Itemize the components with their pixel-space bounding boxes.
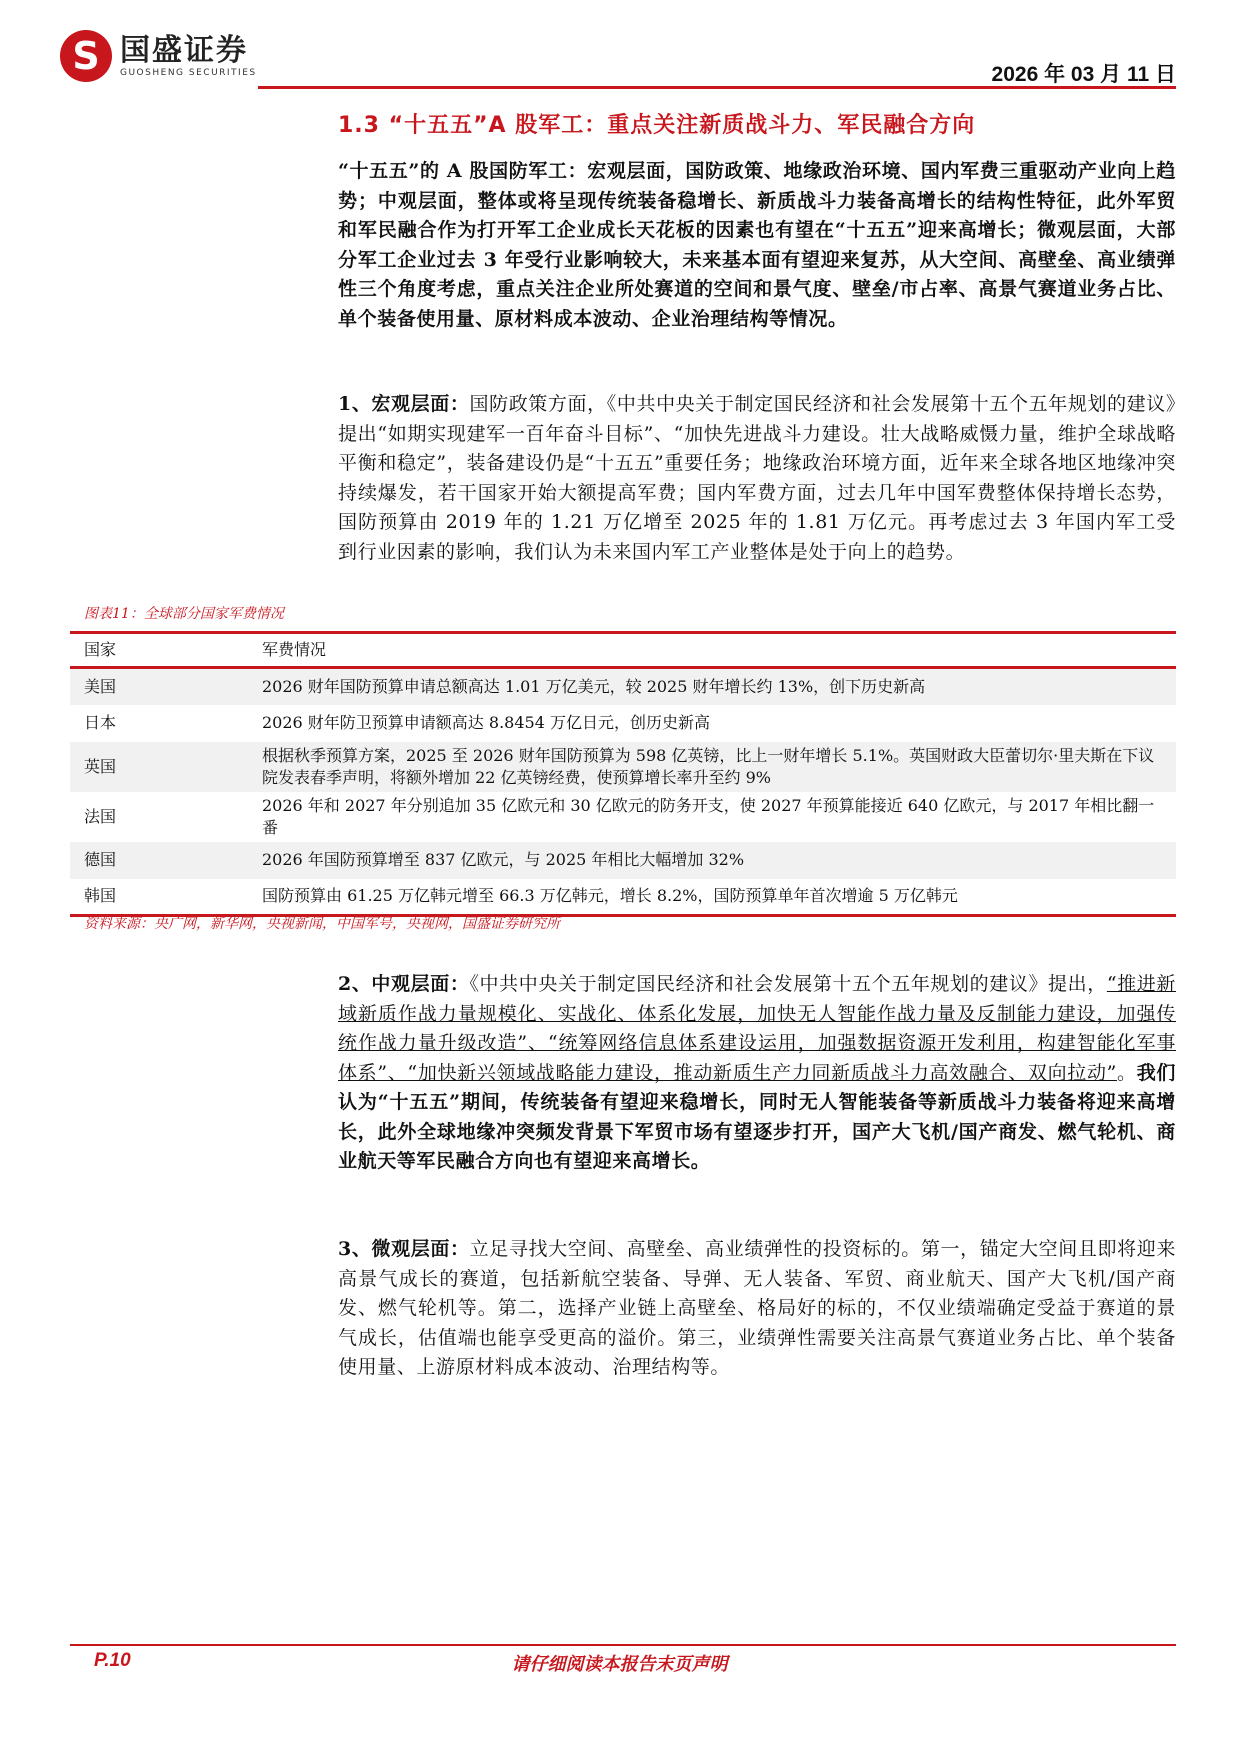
country-cell: 日本 bbox=[84, 713, 117, 732]
detail-cell: 2026 财年国防预算申请总额高达 1.01 万亿美元，较 2025 财年增长约 13%，创下历史新高 bbox=[262, 676, 926, 696]
country-cell: 德国 bbox=[84, 850, 117, 869]
country-cell: 韩国 bbox=[84, 886, 117, 906]
column-header-detail: 军费情况 bbox=[262, 640, 327, 659]
detail-cell: 国防预算由 61.25 万亿韩元增至 66.3 万亿韩元，增长 8.2%，国防预算单年首次增逾 5 万亿韩元 bbox=[262, 886, 958, 906]
table-row bbox=[70, 742, 1176, 792]
detail-cell: 2026 年和 2027 年分别追加 35 亿欧元和 30 亿欧元的防务开支，使 2027 年预算能接近 640 亿欧元，与 2017 年相比翻一番 bbox=[262, 795, 1155, 837]
table-row bbox=[70, 842, 1176, 879]
table-source: 资料来源：央广网，新华网，央视新闻，中国军号，央视网，国盛证券研究所 bbox=[84, 916, 560, 932]
meso-intro: 《中共中央关于制定国民经济和社会发展第十五个五年规划的建议》提出， bbox=[469, 973, 1107, 995]
footer-disclaimer: 请仔细阅读本报告末页声明 bbox=[511, 1654, 728, 1675]
country-cell: 英国 bbox=[84, 756, 117, 776]
military-spending-table bbox=[70, 631, 1176, 917]
micro-paragraph bbox=[338, 1235, 1176, 1383]
micro-label: 3、微观层面： bbox=[338, 1238, 470, 1260]
footer-divider bbox=[70, 1644, 1176, 1646]
micro-text: 立足寻找大空间、高壁垒、高业绩弹性的投资标的。第一，锚定大空间且即将迎来高景气成长的赛道，包括新航空装备、导弹、无人装备、军贸、商业航天、国产大飞机/国产商发、燃气轮机等。第二，选择产业链上高壁垒、格局好的标的，不仅业绩端确定受益于赛道的景气成长，估值端也能享受更高的溢价。第三，业绩弹性需要关注高景气赛道业务占比、单个装备使用量、上游原材料成本波动、治理结构等。 bbox=[338, 1238, 1177, 1378]
column-header-country: 国家 bbox=[84, 640, 117, 659]
detail-cell: 2026 财年防卫预算申请额高达 8.8454 万亿日元，创历史新高 bbox=[262, 713, 710, 732]
macro-paragraph bbox=[338, 390, 1176, 567]
section-title: 1.3 “十五五”A 股军工：重点关注新质战斗力、军民融合方向 bbox=[338, 113, 976, 138]
meso-period: 。 bbox=[1116, 1061, 1137, 1084]
detail-cell: 2026 年国防预算增至 837 亿欧元，与 2025 年相比大幅增加 32% bbox=[262, 850, 745, 869]
detail-cell: 根据秋季预算方案，2025 至 2026 财年国防预算为 598 亿英镑，比上一财年增长 5.1%。英国财政大臣蕾切尔·里夫斯在下议院发表春季声明，将额外增加 22 亿英镑经费，使预算增长率升至约 9% bbox=[262, 745, 1155, 787]
logo-english-name: GUOSHENG SECURITIES bbox=[120, 68, 257, 78]
logo-chinese-name: 国盛证券 bbox=[120, 33, 248, 68]
meso-conclusion: 我们认为“十五五”期间，传统装备有望迎来稳增长，同时无人智能装备等新质战斗力装备将迎来高增长，此外全球地缘冲突频发背景下军贸市场有望逐步打开，国产大飞机/国产商发、燃气轮机、商业航天等军民融合方向也有望迎来高增长。 bbox=[338, 1061, 1176, 1172]
summary-paragraph: “十五五”的 A 股国防军工：宏观层面，国防政策、地缘政治环境、国内军费三重驱动产业向上趋势；中观层面，整体或将呈现传统装备稳增长、新质战斗力装备高增长的结构性特征，此外军贸和军民融合作为打开军工企业成长天花板的因素也有望在“十五五”迎来高增长；微观层面，大部分军工企业过去 3 年受行业影响较大，未来基本面有望迎来复苏，从大空间、高壁垒、高业绩弹性三个角度考虑，重点关注企业所处赛道的空间和景气度、壁垒/市占率、高景气赛道业务占比、单个装备使用量、原材料成本波动、企业治理结构等情况。 bbox=[338, 160, 1176, 330]
logo-mark-icon bbox=[60, 30, 112, 82]
header-divider bbox=[258, 86, 1176, 89]
table-row bbox=[70, 879, 1176, 916]
macro-text: 国防政策方面，《中共中央关于制定国民经济和社会发展第十五个五年规划的建议》提出“如期实现建军一百年奋斗目标”、“加快先进战斗力建设。壮大战略威慑力量，维护全球战略平衡和稳定”，装备建设仍是“十五五”重要任务；地缘政治环境方面，近年来全球各地区地缘冲突持续爆发，若干国家开始大额提高军费；国内军费方面，过去几年中国军费整体保持增长态势，国防预算由 2019 年的 1.21 万亿增至 2025 年的 1.81 万亿元。再考虑过去 3 年国内军工受到行业因素的影响，我们认为未来国内军工产业整体是处于向上的趋势。 bbox=[338, 393, 1177, 563]
table-row bbox=[70, 705, 1176, 742]
table-row bbox=[70, 668, 1176, 705]
company-logo bbox=[60, 30, 257, 82]
macro-label: 1、宏观层面： bbox=[338, 393, 470, 415]
table-row bbox=[70, 792, 1176, 842]
country-cell: 法国 bbox=[84, 806, 117, 826]
meso-quote: “推进新域新质作战力量规模化、实战化、体系化发展，加快无人智能作战力量及反制能力建设，加强传统作战力量升级改造”、“统筹网络信息体系建设运用，加强数据资源开发利用，构建智能化军事体系”、“加快新兴领域战略能力建设，推动新质生产力同新质战斗力高效融合、双向拉动” bbox=[338, 973, 1176, 1084]
meso-paragraph bbox=[338, 970, 1176, 1177]
report-date: 2026 年 03 月 11 日 bbox=[991, 63, 1176, 86]
table-header-row bbox=[70, 633, 1176, 668]
table-caption: 图表11：全球部分国家军费情况 bbox=[84, 606, 284, 622]
meso-label: 2、中观层面： bbox=[338, 973, 470, 995]
page-number: P.10 bbox=[94, 1650, 131, 1671]
country-cell: 美国 bbox=[84, 676, 117, 696]
